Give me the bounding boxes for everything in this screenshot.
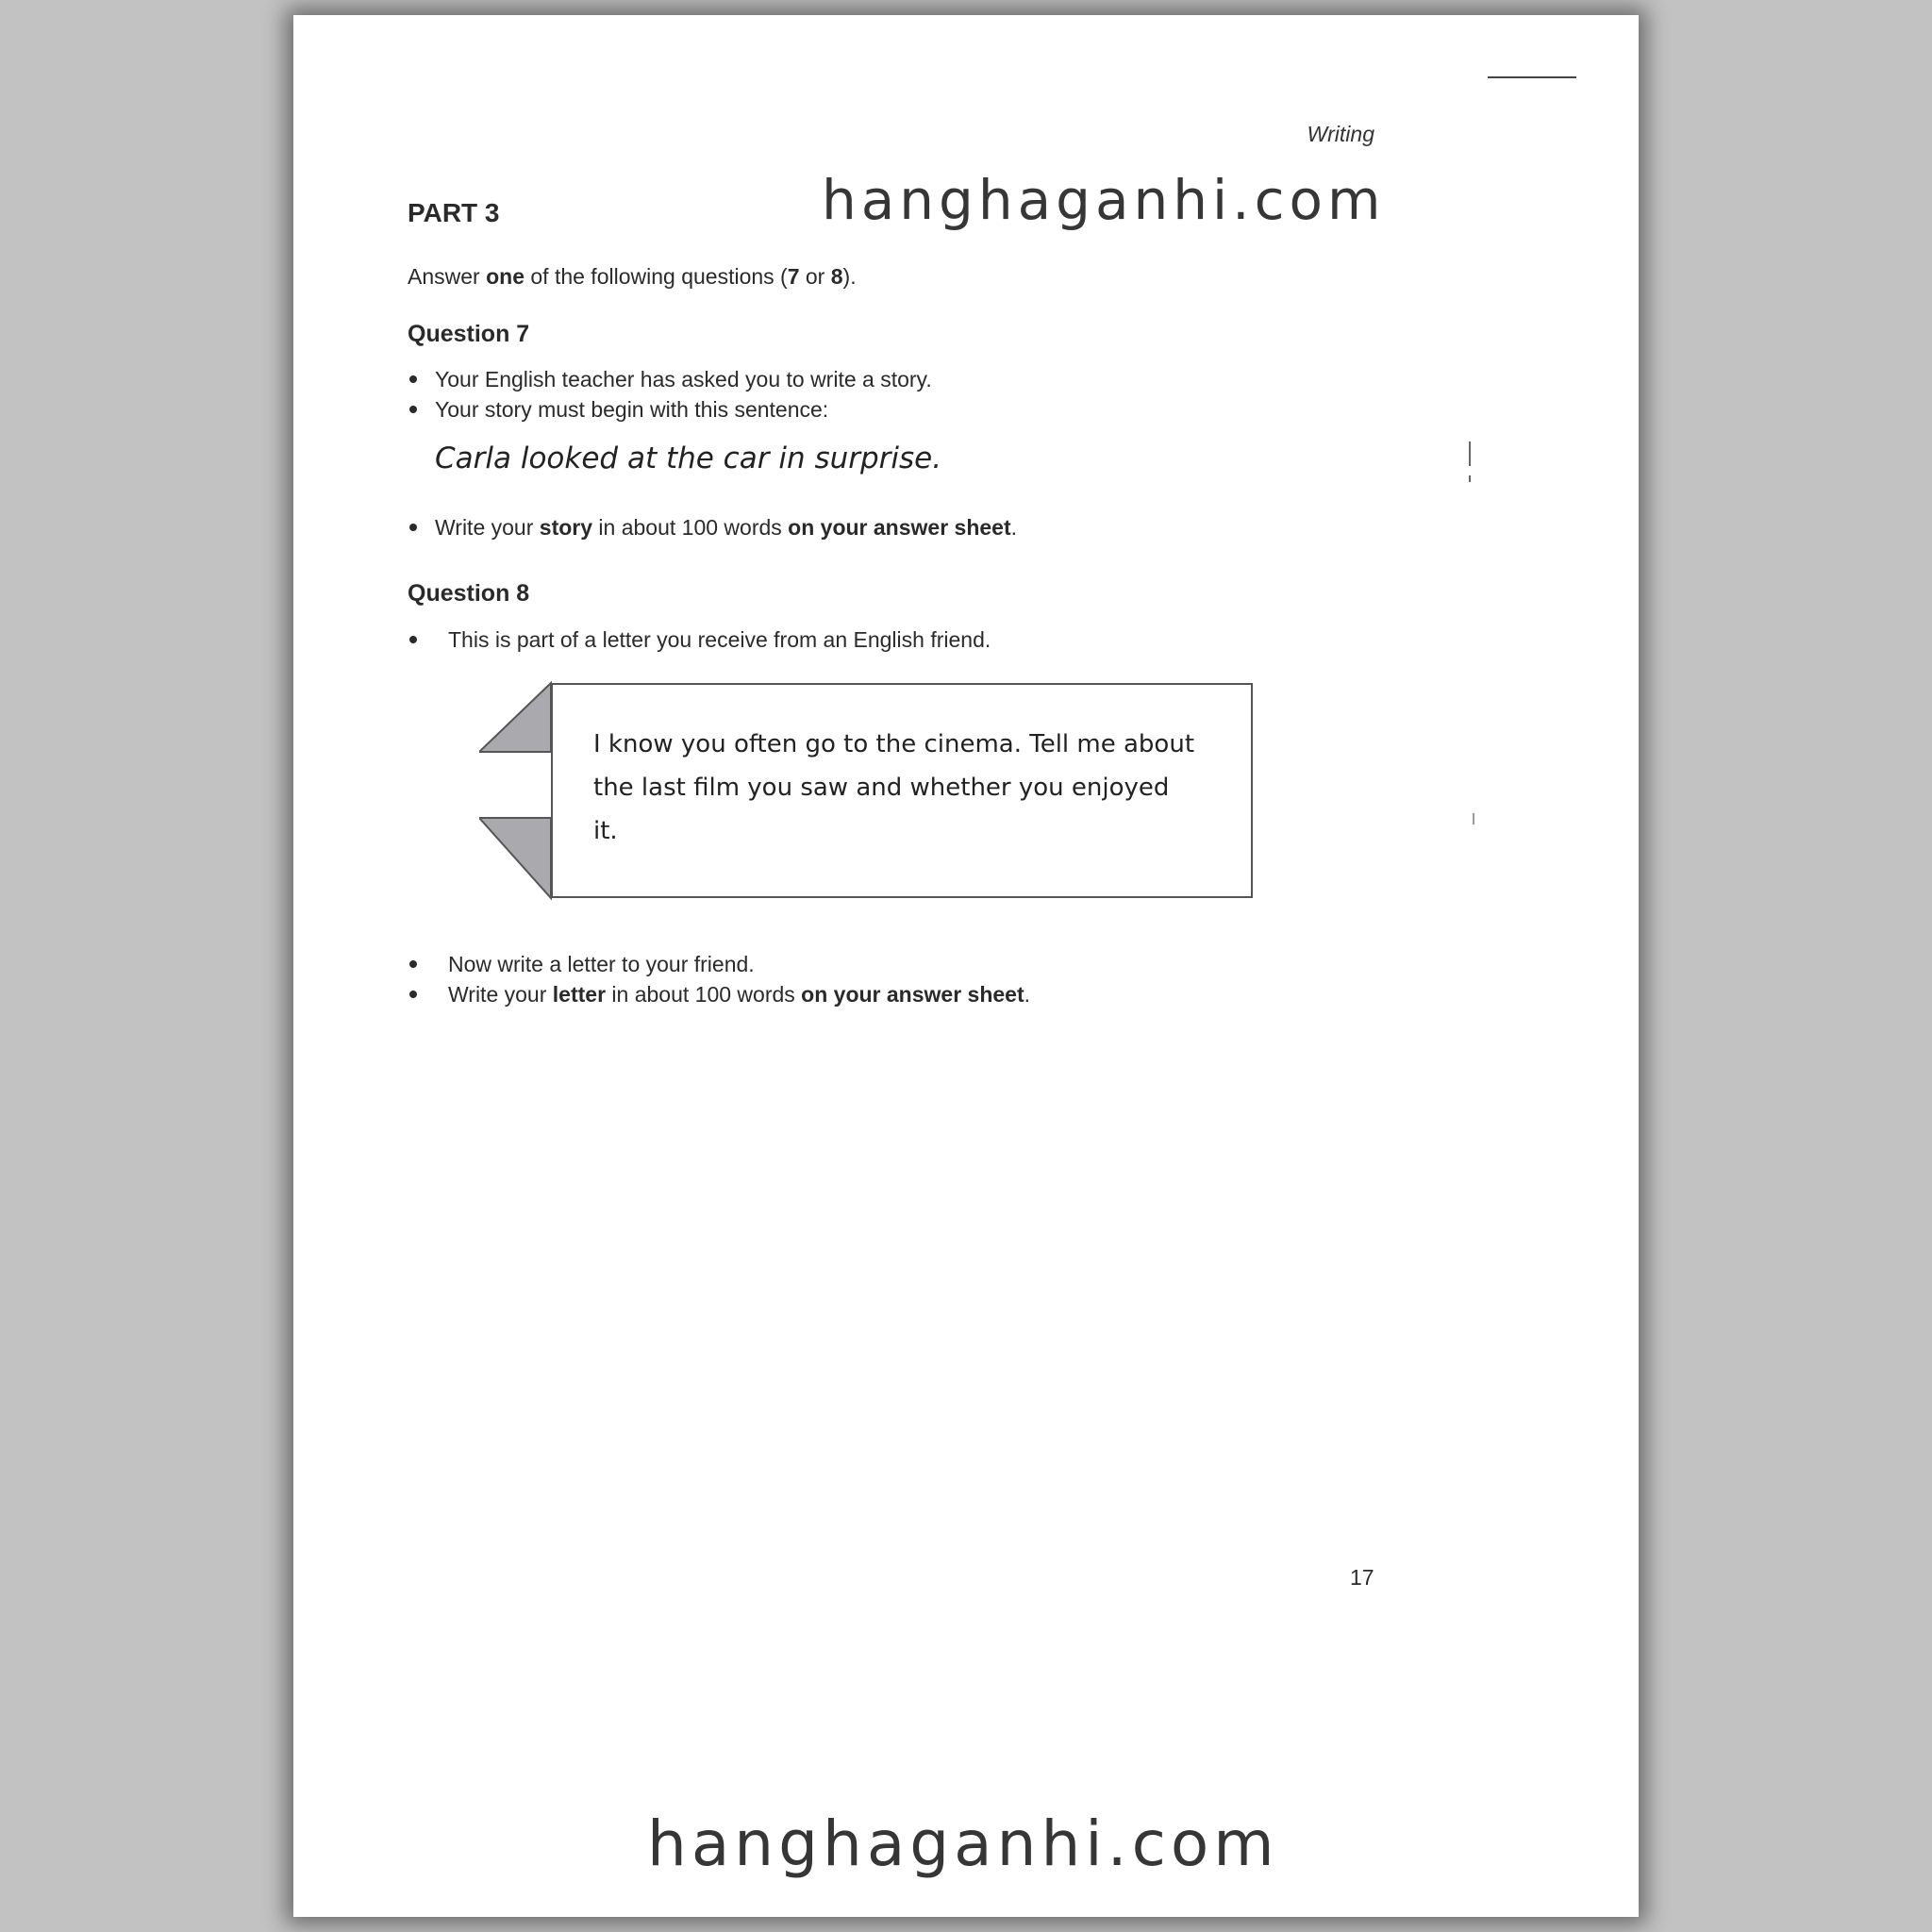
list-item-text: Now write a letter to your friend. (448, 952, 755, 976)
watermark-top: hanghaganhi.com (822, 168, 1386, 232)
list-item (408, 949, 1030, 979)
scan-mark (1469, 441, 1471, 466)
list-item-text: Write your (448, 982, 553, 1007)
list-item-text: . (1010, 515, 1018, 540)
list-item-text: Write your (435, 515, 540, 540)
scan-mark (1469, 475, 1471, 482)
instruction-bold-eight: 8 (830, 264, 843, 289)
instruction-bold-one: one (486, 264, 525, 289)
question-7-bullets-after (408, 512, 1017, 542)
letter-excerpt (479, 669, 1328, 895)
list-item (408, 625, 991, 655)
bullet-icon (409, 524, 417, 531)
list-item-bold: story (539, 515, 593, 540)
list-item (408, 512, 1017, 542)
instruction-bold-seven: 7 (787, 264, 800, 289)
question-8-bullets-after (408, 949, 1030, 1009)
bullet-icon (409, 375, 417, 383)
instruction-text: or (799, 264, 831, 289)
instruction-text: ). (842, 264, 857, 289)
list-item-text: This is part of a letter you receive from an English friend. (448, 627, 991, 652)
page-number: 17 (1350, 1565, 1374, 1590)
section-header: Writing (1307, 122, 1374, 146)
top-rule (1488, 76, 1576, 78)
story-opening-sentence: Carla looked at the car in surprise. (435, 441, 942, 475)
question-7-bullets (408, 364, 932, 425)
scan-mark (1473, 813, 1474, 824)
list-item-text: in about 100 words (606, 982, 802, 1007)
question-8-heading: Question 8 (408, 580, 530, 607)
list-item (408, 979, 1030, 1009)
list-item-text: Your English teacher has asked you to write a story. (435, 367, 932, 391)
list-item (408, 364, 932, 394)
bullet-icon (409, 406, 417, 413)
part-title: PART 3 (408, 198, 500, 227)
question-8-bullets (408, 625, 991, 655)
list-item-bold: letter (552, 982, 607, 1007)
instruction-text: of the following questions ( (524, 264, 788, 289)
bullet-icon (409, 636, 417, 643)
letter-text: I know you often go to the cinema. Tell me about the last film you saw and whether you enjoyed it. (593, 730, 1195, 845)
list-item (408, 394, 932, 425)
list-item-text: in about 100 words (592, 515, 789, 540)
document-page (293, 15, 1639, 1917)
list-item-bold: on your answer sheet (801, 982, 1024, 1007)
letter-box (551, 683, 1253, 898)
bullet-icon (409, 960, 417, 968)
list-item-text: Your story must begin with this sentence: (435, 397, 829, 422)
list-item-text: . (1024, 982, 1031, 1007)
question-7-heading: Question 7 (408, 321, 530, 347)
instruction-text: Answer (408, 264, 487, 289)
bullet-icon (409, 991, 417, 998)
watermark-bottom: hanghaganhi.com (647, 1807, 1279, 1880)
instruction-line (408, 264, 857, 290)
list-item-bold: on your answer sheet (788, 515, 1011, 540)
